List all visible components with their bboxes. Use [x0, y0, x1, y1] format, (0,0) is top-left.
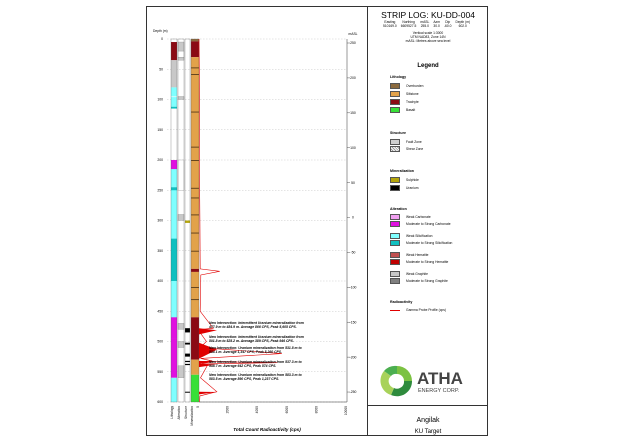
legend-strong-silicification: Moderate to Strong Silicification: [390, 240, 452, 246]
masl-tick-label: 250: [350, 41, 356, 46]
column-labels: [170, 406, 194, 426]
lithology-stripe: [191, 147, 199, 148]
masl-tick-label: -250: [349, 390, 357, 395]
masl-tick-label: 100: [350, 145, 356, 150]
weak-silicification-swatch: [390, 233, 400, 239]
logo-subtext: ENERGY CORP.: [418, 388, 460, 394]
depth-tick-label: 350: [157, 248, 163, 253]
column-label: Lithology: [170, 406, 174, 419]
alteration-interval: [171, 60, 177, 87]
mineralization-interval: [185, 221, 190, 223]
log-title: STRIP LOG: KU-DD-004: [381, 10, 475, 20]
depth-tick-label: 600: [157, 400, 163, 405]
legend-gamma-profile: Gamma Probe Profile (cps): [390, 308, 446, 312]
project-name: Angilak: [416, 417, 440, 424]
log-columns: [171, 39, 199, 402]
lithology-stripe: [191, 287, 199, 288]
alteration-title: Alteration: [390, 207, 407, 211]
depth-tick-label: 250: [157, 188, 163, 193]
legend-weak-silicification: Weak Silicification: [390, 233, 433, 239]
easting-value: 510169.0: [383, 23, 397, 28]
strip-log-plot: [147, 7, 367, 437]
alteration-interval: [171, 338, 177, 377]
northing-value: 6609527.5: [400, 23, 417, 28]
azm-label: Azm: [433, 20, 440, 24]
sulphide-swatch: [390, 177, 400, 183]
panel-divider: [367, 7, 368, 435]
atha-logo-mark: [379, 362, 483, 400]
x-tick-label: 10000: [344, 406, 348, 416]
depth-tick-label: 500: [157, 339, 163, 344]
structure-interval: [178, 323, 184, 329]
structure-interval: [178, 214, 184, 220]
siltstone-swatch: [390, 91, 400, 97]
legend-strong-hematite: Moderate to Strong Hematite: [390, 259, 448, 265]
lithology-interval: [191, 360, 199, 375]
scale-info: [368, 32, 488, 43]
lithology-interval: [191, 317, 199, 359]
intersection-annotation: New Intersection: Intermittent Uranium mineralization from: [209, 335, 304, 339]
lithology-interval: [191, 272, 199, 317]
depth-tick-label: 200: [157, 158, 163, 163]
masl-axis: [347, 32, 358, 402]
intersection-annotation: 477.9 m to 484.9 m. Average 866 CPS, Peak 5,605 CPS.: [209, 325, 297, 330]
gamma-profile-swatch: [390, 310, 400, 311]
legend-title: Legend: [417, 63, 439, 69]
depth-tick-label: 400: [157, 279, 163, 284]
legend-shear-zone: Shear Zone: [390, 146, 423, 152]
legend-basalt: Basalt: [390, 107, 415, 113]
lithology-interval: [191, 269, 199, 272]
weak-carbonate-swatch: [390, 214, 400, 220]
lithology-interval: [191, 39, 199, 41]
lithology-stripe: [191, 74, 199, 75]
strong-hematite-swatch: [390, 259, 400, 265]
x-axis: [196, 402, 348, 432]
alteration-interval: [171, 97, 177, 107]
structure-interval: [178, 366, 184, 378]
masl-tick-label: -50: [350, 250, 356, 255]
strong-graphite-swatch: [390, 278, 400, 284]
masl-tick-label: 0: [352, 215, 354, 220]
mineralization-interval: [185, 361, 190, 362]
legend-fault-zone: Fault Zone: [390, 139, 422, 145]
alteration-interval: [171, 87, 177, 96]
mineralization-interval: [185, 364, 190, 365]
strong-silicification-swatch: [390, 240, 400, 246]
northing-label: Northing: [402, 20, 415, 24]
lithology-stripe: [191, 198, 199, 199]
legend-strong-carbonate: Moderate to Strong Carbonate: [390, 221, 451, 227]
strong-carbonate-swatch: [390, 221, 400, 227]
masl-value: 255.0: [420, 23, 429, 28]
legend-weak-hematite: Weak Hematite: [390, 252, 428, 258]
column-label: Structure: [184, 406, 188, 419]
intersection-annotation: 501.8 m to 525.2 m. Average 389 CPS, Peak 946 CPS.: [209, 339, 294, 344]
alteration-interval: [171, 281, 177, 323]
masl-tick-label: 150: [350, 111, 356, 116]
depth-tick-label: 550: [157, 369, 163, 374]
legend-sulphide: Sulphide: [390, 177, 419, 183]
lithology-interval: [191, 375, 199, 402]
legend-overburden: Overburden: [390, 83, 423, 89]
alteration-interval: [171, 169, 177, 187]
lithology-interval: [191, 57, 199, 269]
alteration-interval: [171, 190, 177, 238]
intersection-annotation: 534.1 m. Average 1,347 CPS, Peak 5,260 CPS.: [209, 350, 283, 355]
intersection-annotation: 538.7 m. Average 642 CPS, Peak 574 CPS.: [209, 364, 277, 369]
lithology-stripe: [191, 299, 199, 300]
weak-hematite-swatch: [390, 252, 400, 258]
fault-zone-swatch: [390, 139, 400, 145]
structure-interval: [178, 42, 184, 51]
uranium-swatch: [390, 185, 400, 191]
azm-value: 30.0: [433, 23, 440, 28]
depth-tick-label: 150: [157, 127, 163, 132]
lithology-stripe: [191, 214, 199, 215]
strip-log-frame: [146, 6, 488, 436]
intersection-annotation: 583.5 m. Average 890 CPS, Peak 1,237 CPS.: [209, 377, 280, 382]
column-label: Alteration: [177, 406, 181, 420]
x-tick-label: 4000: [255, 406, 260, 414]
lithology-stripe: [191, 67, 199, 68]
legend-strong-graphite: Moderate to Strong Graphite: [390, 278, 448, 284]
structure-interval: [178, 57, 184, 60]
lithology-stripe: [191, 188, 199, 189]
dip-value: -60.0: [443, 23, 452, 28]
masl-label: mASL: [420, 20, 430, 24]
masl-tick-label: 50: [351, 180, 355, 185]
depth-tick-label: 0: [161, 37, 163, 42]
column-label: Mineralization: [190, 406, 194, 426]
collar-info: [383, 21, 470, 28]
intersection-annotation: New Intersection: Uranium mineralization from 583.3 m to: [209, 373, 302, 377]
masl-tick-label: -100: [349, 285, 357, 290]
x-axis-label: Total Count Radioactivity (cps): [233, 427, 301, 432]
footer-divider: [367, 405, 488, 406]
legend-weak-carbonate: Weak Carbonate: [390, 214, 431, 220]
projection: UTM NAD83, Zone 14N: [410, 34, 446, 39]
mineralization-interval: [185, 328, 190, 332]
lithology-stripe: [191, 112, 199, 113]
structure-interval: [178, 342, 184, 348]
alteration-interval: [171, 42, 177, 60]
overburden-swatch: [390, 83, 400, 89]
basalt-swatch: [390, 107, 400, 113]
intersection-annotation: New Intersection: Uranium mineralization from 531.8 m to: [209, 346, 302, 350]
x-tick-label: 2000: [225, 406, 230, 414]
depth-tick-label: 50: [159, 67, 163, 72]
structure-interval: [178, 51, 184, 57]
easting-label: Easting: [384, 20, 396, 24]
depth-axis-label: Depth (m): [153, 29, 168, 33]
lithology-stripe: [191, 233, 199, 234]
datum-note: mASL: Metres above sea level: [405, 38, 451, 43]
masl-tick-label: -150: [349, 320, 357, 325]
x-tick-label: 6000: [284, 406, 289, 414]
mineralization-interval: [185, 354, 190, 357]
mineralization-title: Mineralization: [390, 169, 414, 173]
lithology-title: Lithology: [390, 75, 407, 79]
intersection-annotation: New Intersection: Uranium mineralization from 537.3 m to: [209, 360, 302, 364]
logo-text: ATHA: [417, 369, 463, 388]
dip-label: Dip: [445, 20, 451, 24]
mineralization-interval: [185, 392, 190, 393]
depth-tick-label: 450: [157, 309, 163, 314]
depth-label: Depth (m): [455, 20, 471, 24]
trachyte-swatch: [390, 99, 400, 105]
alteration-interval: [171, 107, 177, 109]
annotations: [208, 321, 304, 381]
structure-interval: [178, 160, 184, 190]
shear-zone-swatch: [390, 146, 400, 152]
legend-siltstone: Siltstone: [390, 91, 419, 97]
legend-weak-graphite: Weak Graphite: [390, 271, 428, 277]
depth-axis: [153, 29, 168, 404]
mineralization-interval: [185, 343, 190, 345]
atha-logo: [379, 362, 483, 400]
depth-tick-label: 100: [157, 97, 163, 102]
radioactivity-title: Radioactivity: [390, 300, 413, 304]
x-tick-label: 8000: [314, 406, 319, 414]
legend-uranium: Uranium: [390, 185, 418, 191]
target-name: KU Target: [414, 429, 442, 435]
legend-trachyte: Trachyte: [390, 99, 419, 105]
depth-tick-label: 300: [157, 218, 163, 223]
weak-graphite-swatch: [390, 271, 400, 277]
intersection-annotation: New Intersection: Intermittent Uranium mineralization from: [209, 321, 304, 325]
lithology-interval: [191, 41, 199, 57]
alteration-interval: [171, 378, 177, 402]
vertical-scale: Vertical scale 1:3000: [412, 31, 444, 35]
masl-axis-label: mASL: [348, 32, 358, 36]
masl-tick-label: -200: [349, 355, 357, 360]
x-tick-label: 0: [196, 406, 200, 408]
structure-title: Structure: [390, 131, 406, 135]
lithology-stripe: [191, 160, 199, 161]
depth-value: 602.0: [458, 23, 467, 28]
lithology-stripe: [191, 251, 199, 252]
alteration-interval: [171, 317, 177, 338]
structure-interval: [178, 96, 184, 99]
masl-tick-label: 200: [350, 76, 356, 81]
